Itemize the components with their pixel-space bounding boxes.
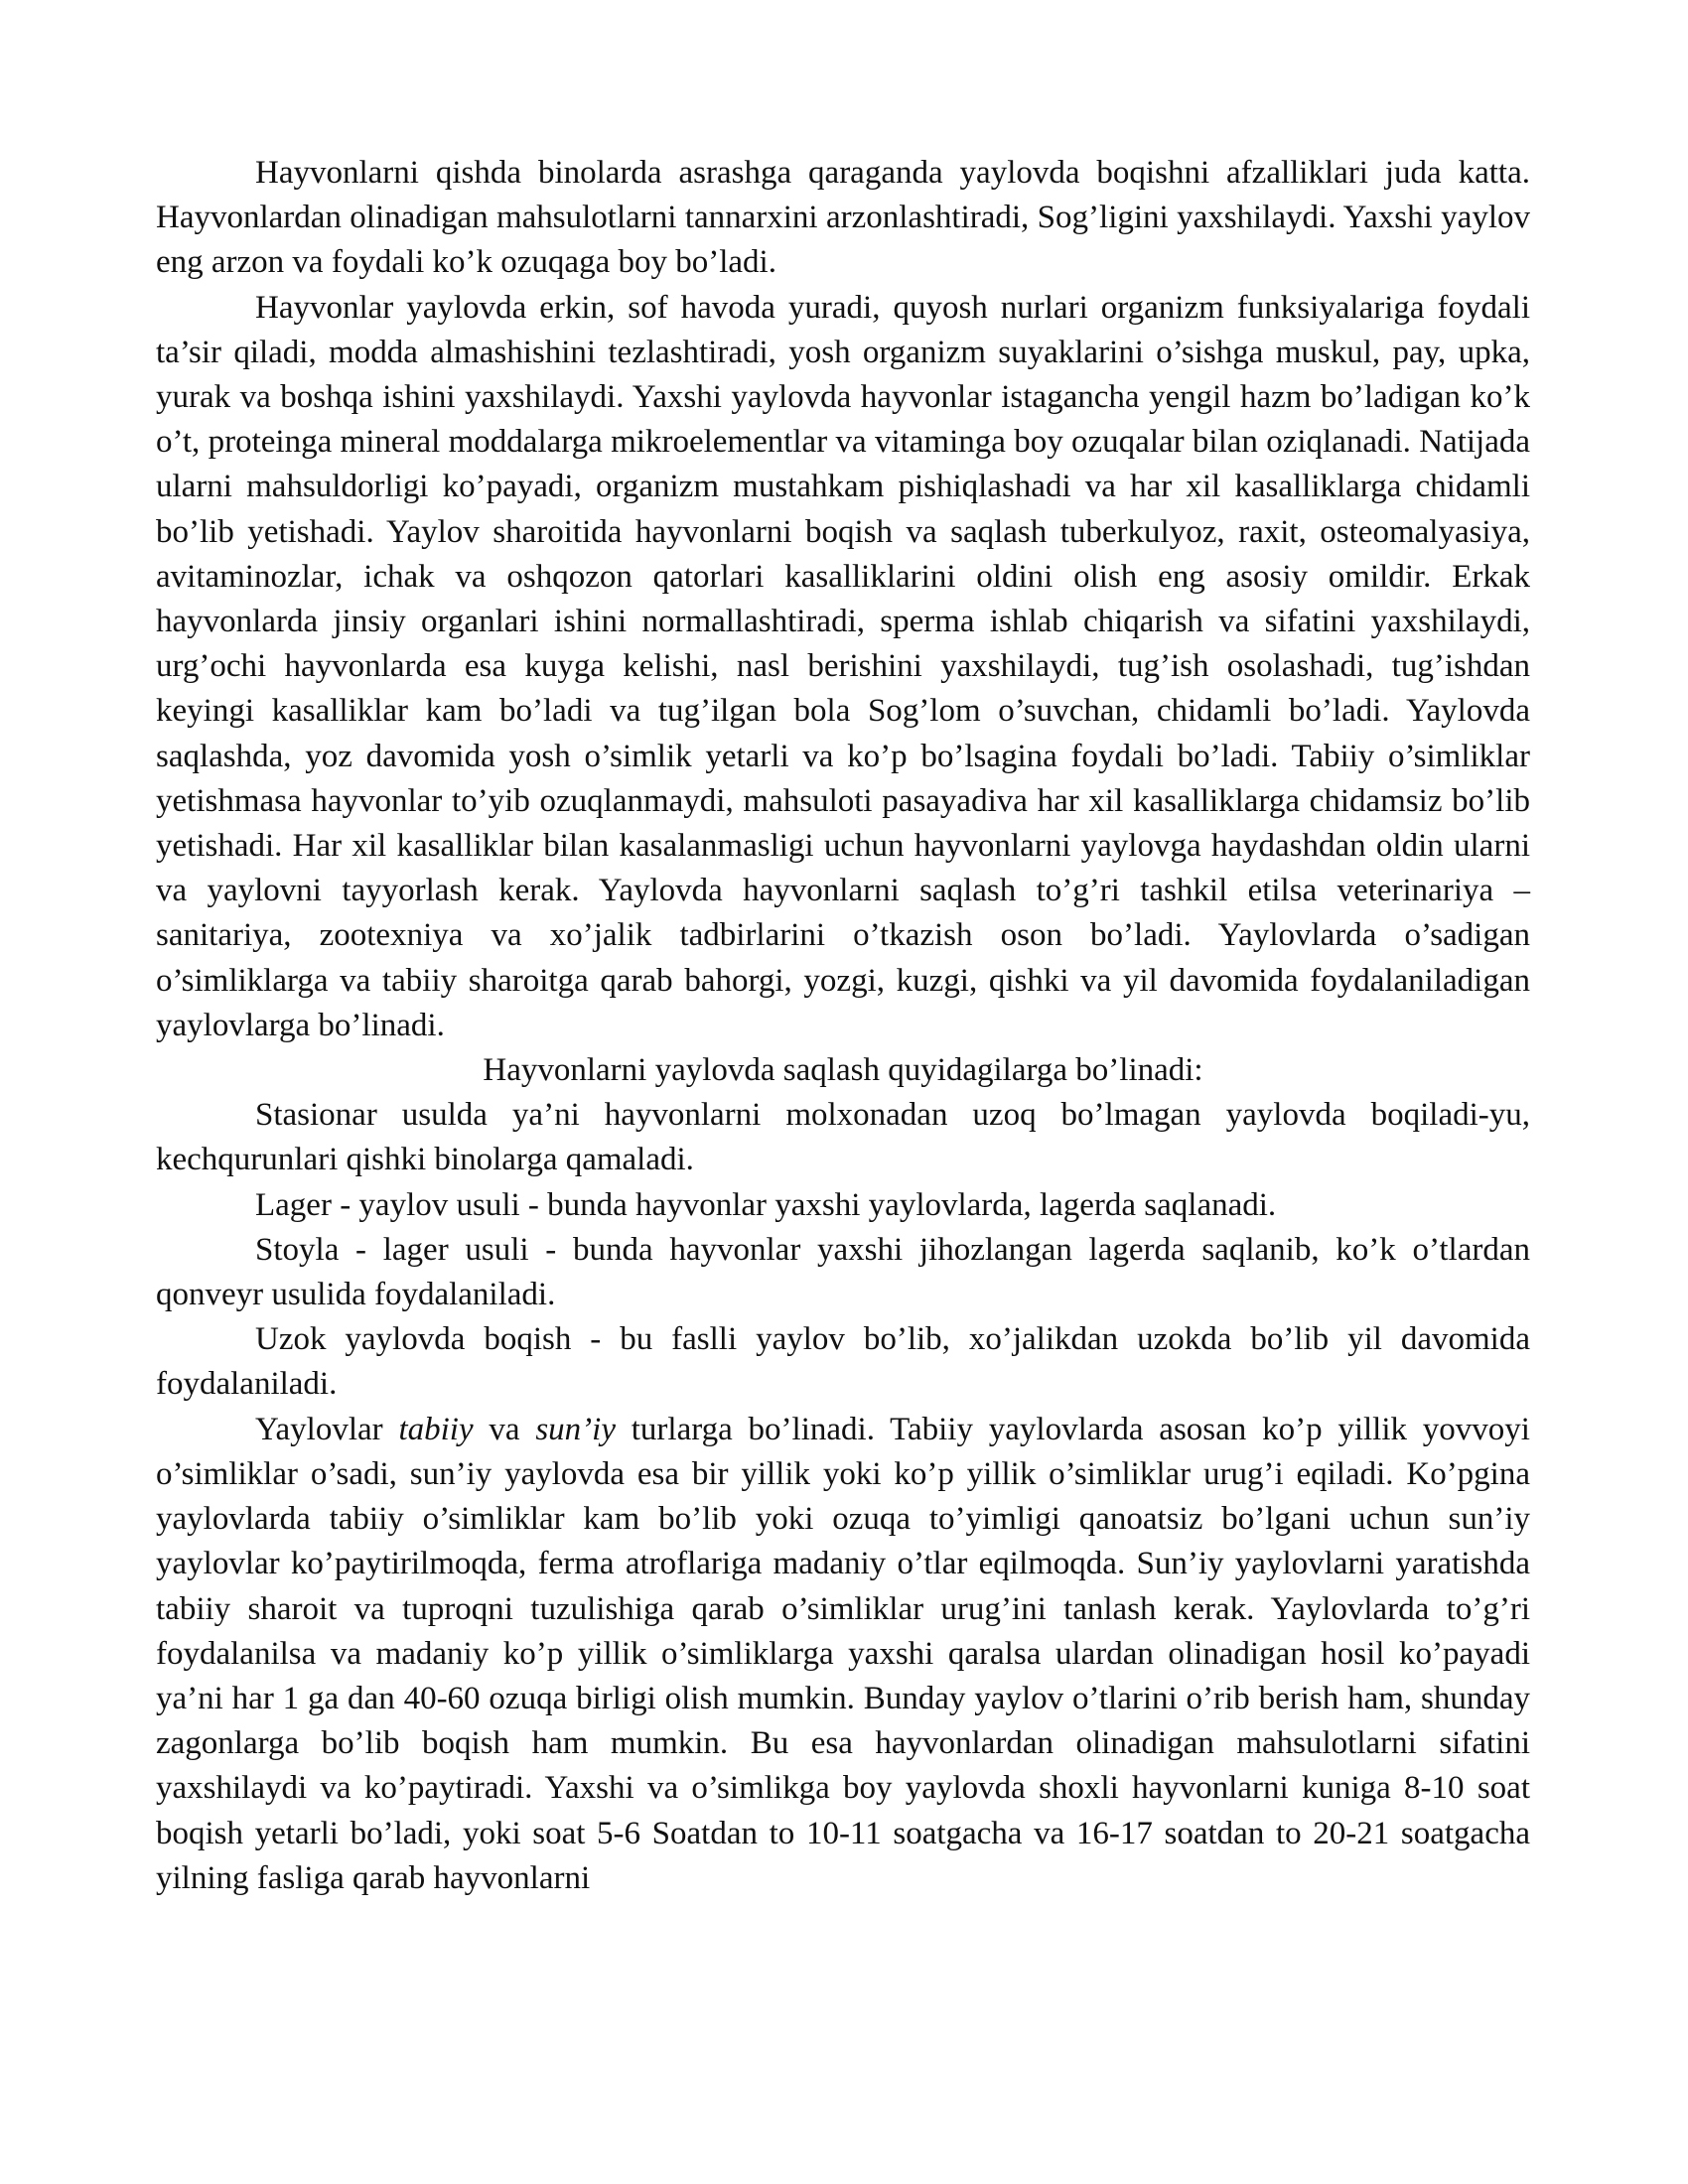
term-natural: tabiiy [398,1411,474,1447]
paragraph-stationary-method: Stasionar usulda ya’ni hayvonlarni molxonadan uzoq bo’lmagan yaylovda boqiladi-yu, kechqurunlari qishki binolarga qamaladi. [156,1097,1530,1178]
paragraph-pasture-benefits: Hayvonlar yaylovda erkin, sof havoda yuradi, quyosh nurlari organizm funksiyalariga foydali ta’sir qiladi, modda almashishini tezlashtiradi, yosh organizm suyaklarini o’sishga muskul, pay, upka, yurak va boshqa ishini yaxshilaydi. Yaxshi yaylovda hayvonlar istagancha yengil hazm bo’ladigan ko’k o’t, proteinga mineral moddalarga mikroelementlar va vitaminga boy ozuqalar bilan oziqlanadi. Natijada ularni mahsuldorligi ko’payadi, organizm mustahkam pishiqlashadi va har xil kasalliklarga chidamli bo’lib yetishadi. Yaylov sharoitida hayvonlarni boqish va saqlash tuberkulyoz, raxit, osteomalyasiya, avitaminozlar, ichak va oshqozon qatorlari kasalliklarini oldini olish eng asosiy omildir. Erkak hayvonlarda jinsiy organlari ishini normallashtiradi, sperma ishlab chiqarish va sifatini yaxshilaydi, urg’ochi hayvonlarda esa kuyga kelishi, nasl berishini yaxshilaydi, tug’ish osolashadi, tug’ishdan keyingi kasalliklar kam bo’ladi va tug’ilgan bola Sog’lom o’suvchan, chidamli bo’ladi. Yaylovda saqlashda, yoz davomida yosh o’simlik yetarli va ko’p bo’lsagina foydali bo’ladi. Tabiiy o’simliklar yetishmasa hayvonlar to’yib ozuqlanmaydi, mahsuloti pasayadiva har xil kasalliklarga chidamsiz bo’lib yetishadi. Har xil kasalliklar bilan kasalanmasligi uchun hayvonlarni yaylovga haydashdan oldin ularni va yaylovni tayyorlash kerak. Yaylovda hayvonlarni saqlash to’g’ri tashkil etilsa veterinariya – sanitariya, zootexniya va xo’jalik tadbirlarini o’tkazish oson bo’ladi. Yaylovlarda o’sadigan o’simliklarga va tabiiy sharoitga qarab bahorgi, yozgi, kuzgi, qishki va yil davomida foydalaniladigan yaylovlarga bo’linadi. [156,289,1530,1043]
text-run: Yaylovlar [255,1411,399,1447]
paragraph-camp-pasture-method: Lager - yaylov usuli - bunda hayvonlar yaxshi yaylovlarda, lagerda saqlanadi. [255,1186,1277,1223]
text-run: turlarga bo’linadi. Tabiiy yaylovlarda asosan ko’p yillik yovvoyi o’simliklar o’sadi, sun’iy yaylovda esa bir yillik yoki ko’p yillik o’simliklar urug’i eqiladi. Ko’pgina yaylovlarda tabiiy o’simliklar kam bo’lib yoki ozuqa to’yimligi qanoatsiz bo’lgani uchun sun’iy yaylovlar ko’paytirilmoqda, ferma atroflariga madaniy o’tlar eqilmoqda. Sun’iy yaylovlarni yaratishda tabiiy sharoit va tuproqni tuzulishiga qarab o’simliklar urug’ini tanlash kerak. Yaylovlarda to’g’ri foydalanilsa va madaniy ko’p yillik o’simliklarga yaxshi qaralsa ulardan olinadigan hosil ko’payadi ya’ni har 1 ga dan 40-60 ozuqa birligi olish mumkin. Bunday yaylov o’tlarini o’rib berish ham, shunday zagonlarga bo’lib boqish ham mumkin. Bu esa hayvonlardan olinadigan mahsulotlarni sifatini yaxshilaydi va ko’paytiradi. Yaxshi va o’simlikga boy yaylovda shoxli hayvonlarni kuniga 8-10 soat boqish yetarli bo’ladi, yoki soat 5-6 Soatdan to 10-11 soatgacha va 16-17 soatdan to 20-21 soatgacha yilning fasliga qarab hayvonlarni [156,1411,1530,1896]
text-run: va [473,1411,536,1447]
term-artificial: sun’iy [535,1411,616,1447]
paragraph-distant-pasture: Uzok yaylovda boqish - bu faslli yaylov bo’lib, xo’jalikdan uzokda bo’lib yil davomida foydalaniladi. [156,1321,1530,1403]
paragraph-stall-camp-method: Stoyla - lager usuli - bunda hayvonlar yaxshi jihozlangan lagerda saqlanib, ko’k o’tlardan qonveyr usulida foydalaniladi. [156,1231,1530,1313]
document-page [156,151,1530,1901]
paragraph-pasture-advantages: Hayvonlarni qishda binolarda asrashga qaraganda yaylovda boqishni afzalliklari juda katta. Hayvonlardan olinadigan mahsulotlarni tannarxini arzonlashtiradi, Sog’ligini yaxshilaydi. Yaxshi yaylov eng arzon va foydali ko’k ozuqaga boy bo’ladi. [156,155,1530,281]
section-heading-keeping-methods: Hayvonlarni yaylovda saqlash quyidagilarga bo’linadi: [483,1052,1203,1089]
paragraph-pasture-types [156,1408,1530,1901]
